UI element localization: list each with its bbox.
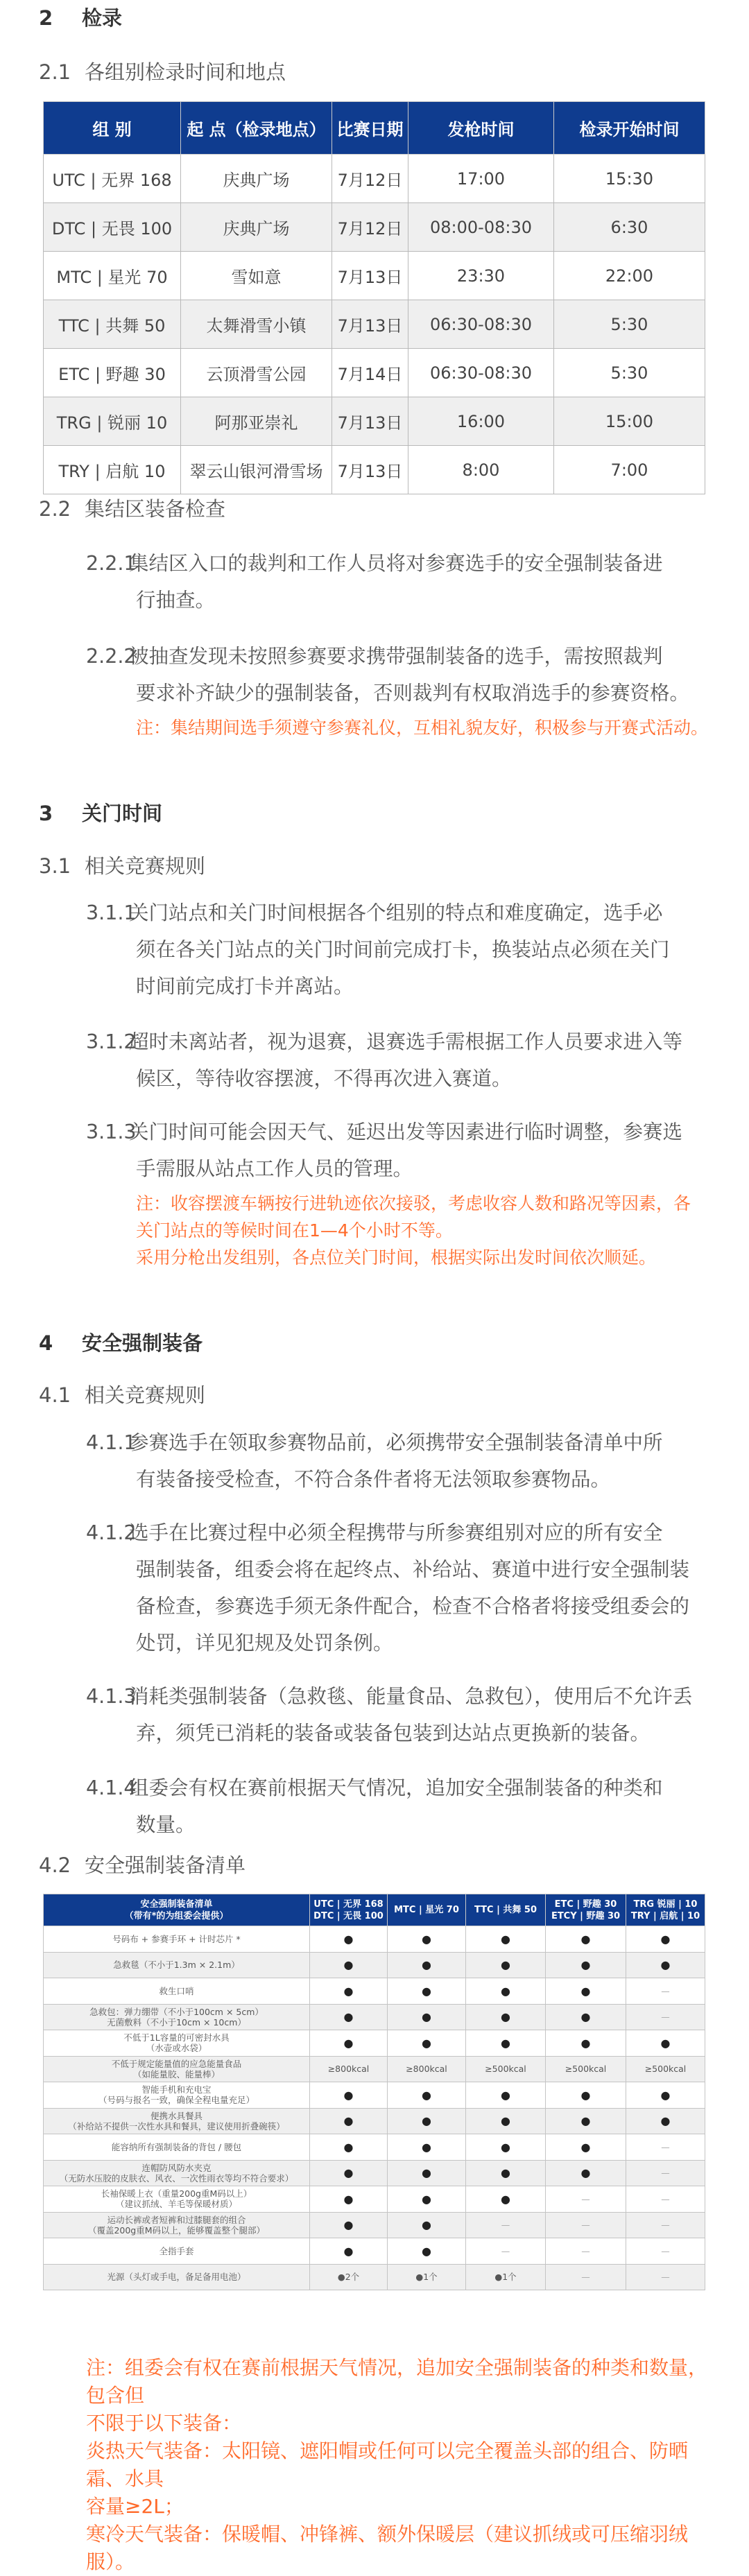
requirement-cell: ●: [310, 2212, 388, 2238]
table-row: [44, 2004, 705, 2030]
column-header: [388, 1894, 466, 1926]
equipment-name-line: 救生口哨: [159, 1985, 194, 1996]
requirement-cell: ●: [466, 2134, 546, 2161]
equipment-name-line: （无防水压胶的皮肤衣、风衣、一次性雨衣等均不符合要求）: [59, 2172, 294, 2184]
requirement-cell: ●: [310, 2186, 388, 2213]
table-cell: TRY | 启航 10: [44, 446, 181, 494]
equipment-name-line: 不低于规定能量值的应急能量食品: [111, 2058, 242, 2069]
column-header: 检录开始时间: [554, 102, 705, 155]
requirement-cell: ●: [388, 2186, 466, 2213]
subsection-heading-2-2: 2.2 集结区装备检查: [39, 497, 226, 521]
rule-item-3-1-1: 3.1.1关门站点和关门时间根据各个组别的特点和难度确定，选手必 须在各关门站点的关门时间前完成打卡，换装站点必须在关门 时间前完成打卡并离站。: [86, 901, 670, 998]
equipment-name-line: 长袖保暖上衣（重量200g重M码以上）: [101, 2188, 252, 2199]
requirement-cell: ●: [466, 2082, 546, 2109]
table-cell: 15:30: [554, 155, 705, 203]
table-cell: UTC | 无界 168: [44, 155, 181, 203]
column-header: 发枪时间: [408, 102, 554, 155]
equipment-name: [44, 2160, 310, 2186]
equipment-name: [44, 1978, 310, 2005]
equipment-name-line: （号码与报名一致，确保全程电量充足）: [98, 2095, 255, 2106]
equipment-name: [44, 2238, 310, 2265]
subsection-heading-3-1: 3.1 相关竞赛规则: [39, 854, 206, 878]
requirement-cell: ●1个: [466, 2264, 546, 2290]
requirement-cell: —: [626, 2264, 705, 2290]
table-row: [44, 2264, 705, 2290]
requirement-cell: ●: [310, 1952, 388, 1978]
column-header: [546, 1894, 626, 1926]
rule-item-4-1-4: 4.1.4组委会有权在赛前根据天气情况，追加安全强制装备的种类和 数量。: [86, 1777, 663, 1836]
requirement-cell: ●: [388, 2160, 466, 2186]
requirement-cell: ≥500kcal: [626, 2056, 705, 2082]
equipment-name-line: 连帽防风防水夹克: [141, 2162, 212, 2173]
requirement-cell: —: [466, 2238, 546, 2265]
requirement-cell: ●: [466, 2030, 546, 2057]
requirement-cell: —: [626, 2212, 705, 2238]
equipment-name-line: 能容纳所有强制装备的背包 / 腰包: [111, 2141, 242, 2152]
requirement-cell: ≥800kcal: [388, 2056, 466, 2082]
table-row: [44, 1926, 705, 1953]
requirement-cell: —: [546, 2186, 626, 2213]
requirement-cell: ●: [466, 2160, 546, 2186]
equipment-name: [44, 2134, 310, 2161]
requirement-cell: ●: [546, 2160, 626, 2186]
requirement-cell: ●: [388, 2030, 466, 2057]
equipment-name-line: 全指手套: [159, 2245, 194, 2256]
requirement-cell: ●: [546, 2082, 626, 2109]
requirement-cell: —: [626, 2238, 705, 2265]
subsection-heading-4-1: 4.1 相关竞赛规则: [39, 1383, 206, 1407]
table-row: [44, 2082, 705, 2109]
table-row: [44, 2160, 705, 2186]
table-row: [44, 349, 705, 397]
requirement-cell: ●: [626, 2082, 705, 2109]
table-cell: TTC | 共舞 50: [44, 300, 181, 349]
requirement-cell: ●: [626, 2030, 705, 2057]
table-cell: 8:00: [408, 446, 554, 494]
subsection-heading-4-2: 4.2 安全强制装备清单: [39, 1853, 246, 1877]
table-cell: 7月13日: [332, 397, 408, 446]
note-2-2: 注：集结期间选手须遵守参赛礼仪，互相礼貌友好，积极参与开赛式活动。: [136, 718, 709, 738]
requirement-cell: ●: [388, 1978, 466, 2005]
table-cell: 7月12日: [332, 155, 408, 203]
requirement-cell: —: [626, 2160, 705, 2186]
header-line: TTC | 共舞 50: [474, 1905, 537, 1915]
column-header: 组 别: [44, 102, 181, 155]
table-row: [44, 2134, 705, 2161]
requirement-cell: —: [546, 2264, 626, 2290]
equipment-name: [44, 1952, 310, 1978]
requirement-cell: ●: [388, 1952, 466, 1978]
table-cell: 23:30: [408, 252, 554, 300]
requirement-cell: ●: [546, 2030, 626, 2057]
requirement-cell: ●: [626, 1952, 705, 1978]
table-cell: 翠云山银河滑雪场: [181, 446, 332, 494]
equipment-name-line: （补给站不提供一次性水具和餐具，建议使用折叠碗筷）: [68, 2120, 285, 2132]
requirement-cell: ●: [466, 1952, 546, 1978]
table-cell: 庆典广场: [181, 203, 332, 252]
mandatory-equipment-table: [43, 1894, 705, 2290]
equipment-name: [44, 1926, 310, 1953]
table-cell: 08:00-08:30: [408, 203, 554, 252]
table-row: [44, 300, 705, 349]
requirement-cell: ●: [466, 1926, 546, 1953]
column-header: 比赛日期: [332, 102, 408, 155]
equipment-name-line: 光源（头灯或手电，备足备用电池）: [107, 2272, 246, 2283]
column-header: 起 点（检录地点）: [181, 102, 332, 155]
table-row: [44, 2238, 705, 2265]
equipment-name-line: （水壶或水袋）: [146, 2043, 207, 2054]
column-header: [466, 1894, 546, 1926]
requirement-cell: ●: [388, 2134, 466, 2161]
equipment-name: [44, 2056, 310, 2082]
table-cell: 5:30: [554, 300, 705, 349]
note-4-2: 注：组委会有权在赛前根据天气情况，追加安全强制装备的种类和数量，包含但 不限于以下装备： 炎热天气装备：太阳镜、遮阳帽或任何可以完全覆盖头部的组合、防晒霜、水具 容量≥2L； 寒冷天气装备：保暖帽、冲锋裤、额外保暖层（建议抓绒或可压缩羽绒服）。: [86, 2356, 708, 2573]
rule-item-4-1-1: 4.1.1参赛选手在领取参赛物品前，必须携带安全强制装备清单中所 有装备接受检查，不符合条件者将无法领取参赛物品。: [86, 1431, 663, 1491]
rule-item-3-1-2: 3.1.2超时未离站者，视为退赛，退赛选手需根据工作人员要求进入等 候区，等待收容摆渡，不得再次进入赛道。: [86, 1030, 683, 1090]
section-heading-3: 3 关门时间: [39, 802, 163, 825]
equipment-name-line: （如能量胶、能量棒）: [132, 2068, 220, 2080]
requirement-cell: ●: [466, 1978, 546, 2005]
requirement-cell: ●: [466, 2186, 546, 2213]
equipment-name: [44, 2082, 310, 2109]
column-header: [626, 1894, 705, 1926]
equipment-name: [44, 2030, 310, 2057]
requirement-cell: ●: [546, 2134, 626, 2161]
rule-item-3-1-3: 3.1.3关门时间可能会因天气、延迟出发等因素进行临时调整，参赛选 手需服从站点工作人员的管理。: [86, 1121, 683, 1180]
table-header-row: [44, 1894, 705, 1926]
table-cell: 7月14日: [332, 349, 408, 397]
requirement-cell: ●: [546, 1926, 626, 1953]
header-line: DTC | 无畏 100: [313, 1910, 384, 1921]
requirement-cell: —: [626, 1978, 705, 2005]
requirement-cell: ●: [310, 2238, 388, 2265]
requirement-cell: —: [626, 2134, 705, 2161]
rule-item-2-2-1: 2.2.1集结区入口的裁判和工作人员将对参赛选手的安全强制装备进 行抽查。: [86, 552, 663, 612]
table-row: [44, 2212, 705, 2238]
requirement-cell: ●: [388, 1926, 466, 1953]
table-cell: 云顶滑雪公园: [181, 349, 332, 397]
requirement-cell: ≥500kcal: [466, 2056, 546, 2082]
table-cell: 7月13日: [332, 446, 408, 494]
table-cell: 7月12日: [332, 203, 408, 252]
requirement-cell: ●: [546, 2004, 626, 2030]
requirement-cell: ●1个: [388, 2264, 466, 2290]
requirement-cell: ●: [310, 2134, 388, 2161]
requirement-cell: ●: [466, 2004, 546, 2030]
table-cell: 16:00: [408, 397, 554, 446]
table-row: [44, 446, 705, 494]
table-cell: 15:00: [554, 397, 705, 446]
table-cell: 06:30-08:30: [408, 349, 554, 397]
table-cell: 6:30: [554, 203, 705, 252]
equipment-name-line: 急救毯（不小于1.3m × 2.1m）: [113, 1960, 240, 1971]
table-cell: ETC | 野趣 30: [44, 349, 181, 397]
requirement-cell: ●: [466, 2108, 546, 2134]
header-line: （带有*的为组委会提供）: [124, 1910, 229, 1921]
requirement-cell: ●: [546, 2108, 626, 2134]
requirement-cell: —: [546, 2212, 626, 2238]
table-row: [44, 2108, 705, 2134]
table-row: [44, 2186, 705, 2213]
requirement-cell: —: [626, 2186, 705, 2213]
equipment-name-line: （覆盖200g重M码以上，能够覆盖整个腿部）: [87, 2224, 266, 2236]
requirement-cell: ●: [310, 2082, 388, 2109]
rule-item-4-1-2: 4.1.2选手在比赛过程中必须全程携带与所参赛组别对应的所有安全 强制装备，组委会将在起终点、补给站、赛道中进行安全强制装 备检查，参赛选手须无条件配合，检查不合格者将接受组委会的 处罚，详见犯规及处罚条例。: [86, 1521, 690, 1654]
equipment-name-line: 不低于1L容量的可密封水具: [123, 2032, 230, 2043]
equipment-name-line: 急救包：弹力绷带（不小于100cm × 5cm）: [89, 2006, 264, 2017]
table-cell: 阿那亚崇礼: [181, 397, 332, 446]
header-line: TRY | 启航 | 10: [630, 1910, 700, 1921]
table-cell: TRG | 锐丽 10: [44, 397, 181, 446]
requirement-cell: ≥800kcal: [310, 2056, 388, 2082]
table-cell: 庆典广场: [181, 155, 332, 203]
table-header-row: [44, 102, 705, 155]
equipment-name: [44, 2264, 310, 2290]
equipment-name-line: 智能手机和充电宝: [141, 2084, 212, 2095]
requirement-cell: ●: [546, 1952, 626, 1978]
requirement-cell: ●: [626, 2108, 705, 2134]
equipment-name: [44, 2004, 310, 2030]
table-row: [44, 1952, 705, 1978]
equipment-name-line: 无菌敷料（不小于10cm × 10cm）: [107, 2016, 246, 2028]
equipment-name: [44, 2212, 310, 2238]
requirement-cell: ●: [310, 2160, 388, 2186]
table-row: [44, 2056, 705, 2082]
equipment-name: [44, 2108, 310, 2134]
table-cell: 22:00: [554, 252, 705, 300]
header-line: ETC | 野趣 30: [554, 1899, 617, 1910]
requirement-cell: ≥500kcal: [546, 2056, 626, 2082]
header-line: MTC | 星光 70: [394, 1905, 459, 1915]
checkin-schedule-table: [43, 101, 705, 494]
equipment-name-line: 便携水具餐具: [150, 2110, 203, 2121]
requirement-cell: —: [626, 2004, 705, 2030]
requirement-cell: ●: [310, 1926, 388, 1953]
equipment-name: [44, 2186, 310, 2213]
requirement-cell: ●: [310, 2030, 388, 2057]
table-cell: 17:00: [408, 155, 554, 203]
header-line: ETCY | 野趣 30: [551, 1910, 621, 1921]
requirement-cell: ●2个: [310, 2264, 388, 2290]
requirement-cell: —: [466, 2212, 546, 2238]
header-line: TRG 锐丽 | 10: [633, 1899, 698, 1910]
requirement-cell: ●: [388, 2082, 466, 2109]
requirement-cell: ●: [310, 2108, 388, 2134]
rule-item-4-1-3: 4.1.3消耗类强制装备（急救毯、能量食品、急救包），使用后不允许丢 弃，须凭已消耗的装备或装备包装到达站点更换新的装备。: [86, 1685, 693, 1745]
requirement-cell: ●: [626, 1926, 705, 1953]
equipment-name-line: 号码布 + 参赛手环 + 计时芯片 *: [112, 1933, 241, 1944]
requirement-cell: —: [546, 2238, 626, 2265]
table-row: [44, 1978, 705, 2005]
requirement-cell: ●: [310, 2004, 388, 2030]
requirement-cell: ●: [388, 2238, 466, 2265]
requirement-cell: ●: [546, 1978, 626, 2005]
table-row: [44, 203, 705, 252]
column-header: [310, 1894, 388, 1926]
note-3-1: 注：收容摆渡车辆按行进轨迹依次接驳，考虑收容人数和路况等因素，各 关门站点的等候时间在1—4个小时不等。 采用分枪出发组别，各点位关门时间，根据实际出发时间依次顺延。: [136, 1193, 691, 1268]
table-row: [44, 2030, 705, 2057]
table-cell: 06:30-08:30: [408, 300, 554, 349]
subsection-heading-2-1: 2.1 各组别检录时间和地点: [39, 60, 286, 84]
table-cell: DTC | 无畏 100: [44, 203, 181, 252]
header-line: UTC | 无界 168: [313, 1899, 384, 1910]
requirement-cell: ●: [388, 2004, 466, 2030]
header-line: 安全强制装备清单: [140, 1899, 213, 1910]
column-header: [44, 1894, 310, 1926]
table-cell: MTC | 星光 70: [44, 252, 181, 300]
equipment-name-line: 运动长裤或者短裤和过膝腿套的组合: [107, 2214, 246, 2225]
requirement-cell: ●: [388, 2212, 466, 2238]
table-cell: 5:30: [554, 349, 705, 397]
equipment-name-line: （建议抓绒、羊毛等保暖材质）: [115, 2199, 237, 2210]
table-cell: 7月13日: [332, 252, 408, 300]
table-row: [44, 252, 705, 300]
rule-item-2-2-2: 2.2.2被抽查发现未按照参赛要求携带强制装备的选手，需按照裁判 要求补齐缺少的强制装备，否则裁判有权取消选手的参赛资格。: [86, 645, 690, 704]
table-cell: 雪如意: [181, 252, 332, 300]
table-row: [44, 155, 705, 203]
table-cell: 太舞滑雪小镇: [181, 300, 332, 349]
table-cell: 7月13日: [332, 300, 408, 349]
table-row: [44, 397, 705, 446]
requirement-cell: ●: [388, 2108, 466, 2134]
section-heading-4: 4 安全强制装备: [39, 1331, 203, 1355]
requirement-cell: ●: [310, 1978, 388, 2005]
section-heading-2: 2 检录: [39, 6, 123, 30]
table-cell: 7:00: [554, 446, 705, 494]
